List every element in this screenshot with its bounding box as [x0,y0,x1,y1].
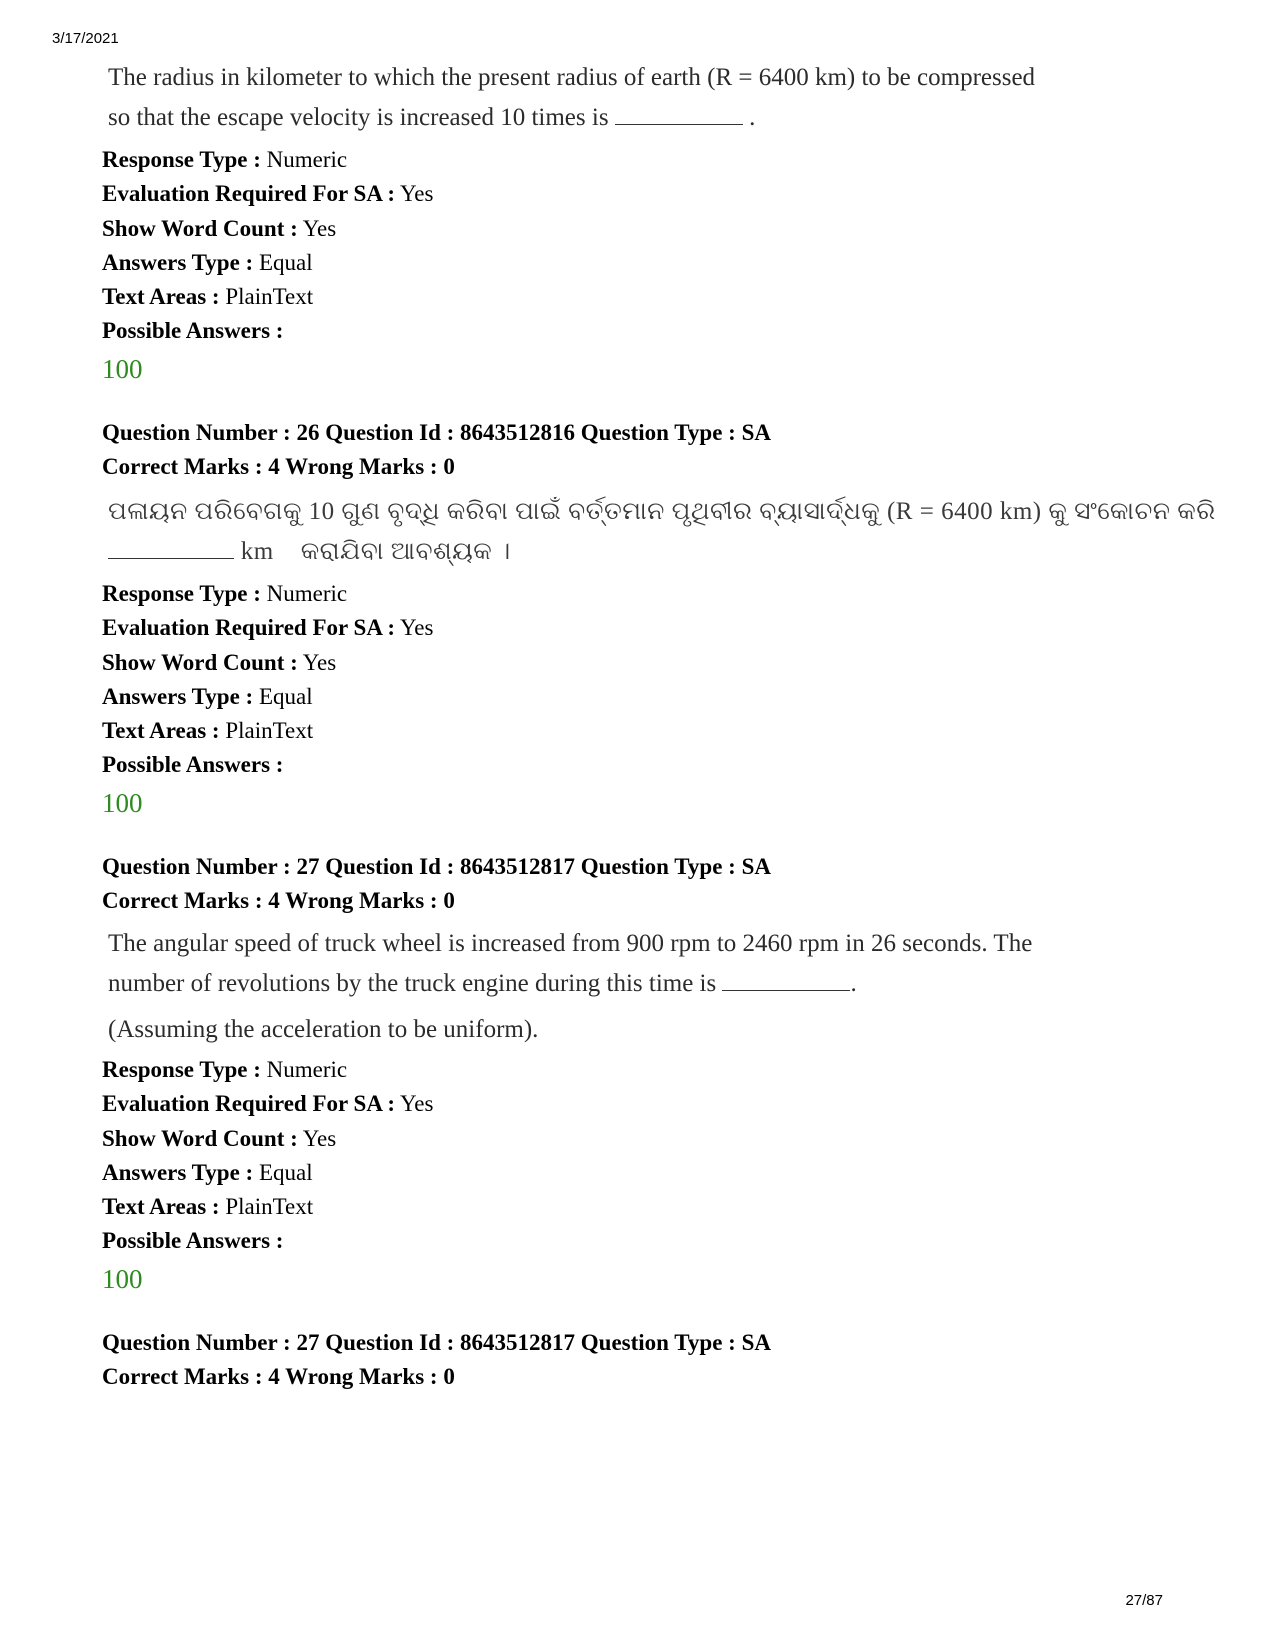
evaluation-row: Evaluation Required For SA : Yes [102,181,434,207]
answers-type-row: Answers Type : Equal [102,249,313,275]
answer-blank [108,532,234,559]
evaluation-row: Evaluation Required For SA : Yes [102,615,434,641]
question-line: The radius in kilometer to which the present radius of earth (R = 6400 km) to be compressed [108,64,1036,91]
question-line: so that the escape velocity is increased 10 times is . [108,98,1035,138]
text-areas-row: Text Areas : PlainText [102,1194,314,1220]
word-count-row: Show Word Count : Yes [102,215,337,241]
marks-line: Correct Marks : 4 Wrong Marks : 0 [102,1364,455,1390]
question-text [108,492,1216,572]
possible-answers-row: Possible Answers : [102,318,284,344]
word-count-row: Show Word Count : Yes [102,649,337,675]
answers-type-row: Answers Type : Equal [102,683,313,709]
marks-line: Correct Marks : 4 Wrong Marks : 0 [102,888,455,914]
question-number-line: Question Number : 27 Question Id : 8643512817 Question Type : SA [102,854,771,879]
print-date: 3/17/2021 [52,30,119,47]
evaluation-row: Evaluation Required For SA : Yes [102,1091,434,1117]
question-meta [102,577,433,821]
possible-answer: 100 [102,787,143,818]
answers-type-row: Answers Type : Equal [102,1159,313,1185]
marks-line: Correct Marks : 4 Wrong Marks : 0 [102,454,455,480]
question-meta [102,1053,433,1297]
question-header [102,850,771,919]
question-line: (Assuming the acceleration to be uniform). [108,1016,539,1043]
question-number-line: Question Number : 27 Question Id : 8643512817 Question Type : SA [102,1330,771,1355]
question-line: The angular speed of truck wheel is increased from 900 rpm to 2460 rpm in 26 seconds. The [108,930,1033,957]
question-meta [102,143,433,387]
question-header [102,1326,771,1395]
response-type-row: Response Type : Numeric [102,1057,348,1082]
response-type-row: Response Type : Numeric [102,581,348,606]
question-text [108,58,1035,138]
possible-answers-row: Possible Answers : [102,752,284,778]
possible-answer: 100 [102,353,143,384]
text-areas-row: Text Areas : PlainText [102,718,314,744]
possible-answers-row: Possible Answers : [102,1228,284,1254]
question-line: number of revolutions by the truck engine during this time is . [108,964,1032,1004]
question-line: ପଳାୟନ ପରିବେଗକୁ 10 ଗୁଣ ବୃଦ୍ଧି କରିବା ପାଇଁ ବର୍ତ୍ତମାନ ପୃଥିବୀର ବ୍ୟାସାର୍ଦ୍ଧକୁ (R = 6400 km) କୁ ସଂକୋଚନ କରି [108,498,1216,525]
possible-answer: 100 [102,1263,143,1294]
question-line: km କରାଯିବା ଆବଶ୍ୟକ । [108,532,1216,572]
answer-blank [615,98,743,125]
question-text [108,924,1032,1050]
page-number: 27/87 [1125,1592,1163,1609]
response-type-row: Response Type : Numeric [102,147,348,172]
text-areas-row: Text Areas : PlainText [102,284,314,310]
word-count-row: Show Word Count : Yes [102,1125,337,1151]
answer-blank [722,964,850,991]
question-number-line: Question Number : 26 Question Id : 8643512816 Question Type : SA [102,420,771,445]
question-header [102,416,771,485]
